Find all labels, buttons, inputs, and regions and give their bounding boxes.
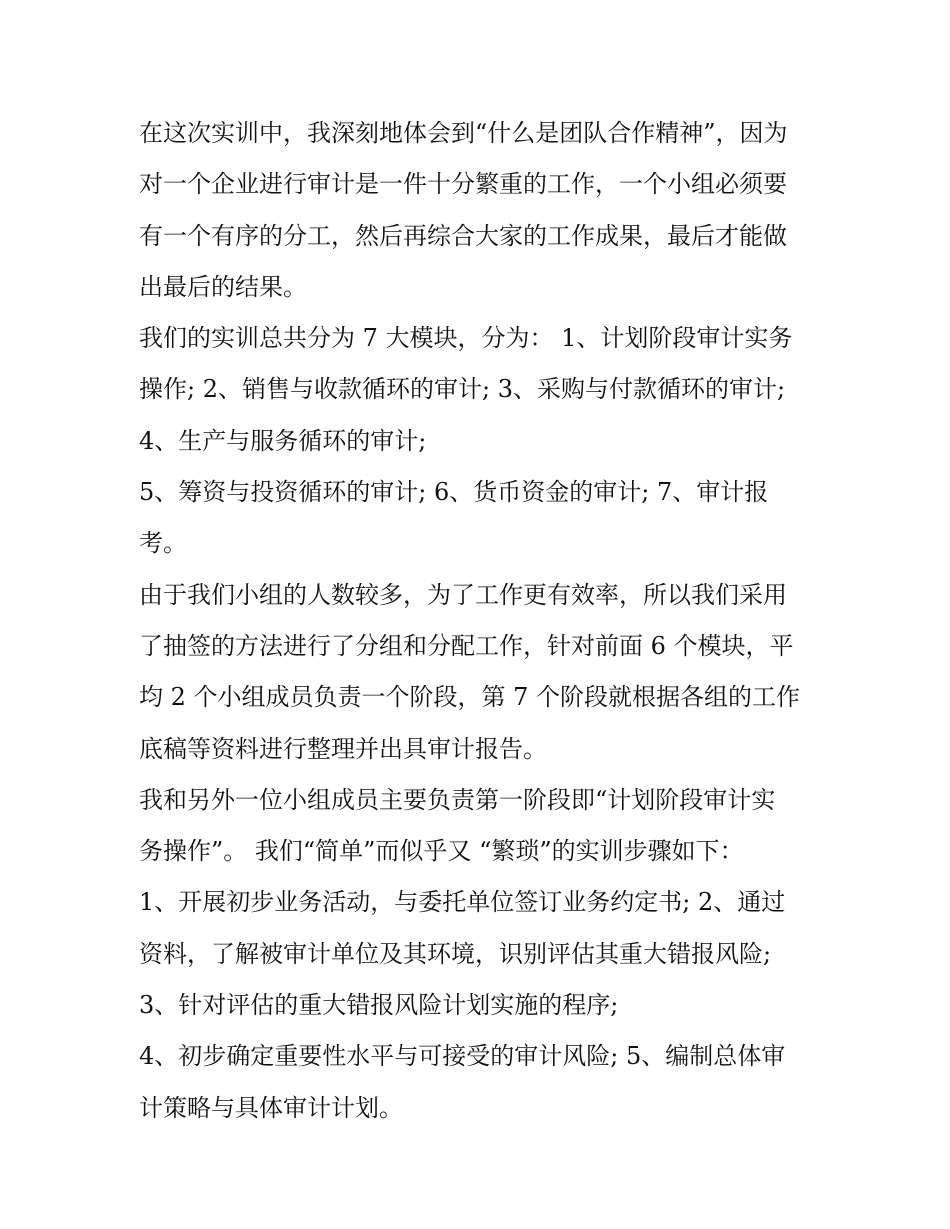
text-line-8: 5、筹资与投资循环的审计; 6、货币资金的审计; 7、审计报 [139, 478, 769, 507]
text-line-3: 有一个有序的分工，然后再综合大家的工作成果，最后才能做 [139, 221, 787, 250]
text-line-17: 资料，了解被审计单位及其环境，识别评估其重大错报风险; [139, 939, 772, 968]
text-line-18: 3、针对评估的重大错报风险计划实施的程序; [139, 991, 619, 1020]
text-line-19: 4、初步确定重要性水平与可接受的审计风险; 5、编制总体审 [139, 1042, 786, 1071]
text-line-13: 底稿等资料进行整理并出具审计报告。 [139, 734, 547, 763]
text-line-5: 我们的实训总共分为 7 大模块，分为： 1、计划阶段审计实务 [139, 324, 793, 353]
text-line-9: 考。 [139, 529, 187, 558]
text-line-10: 由于我们小组的人数较多，为了工作更有效率，所以我们采用 [139, 580, 787, 609]
text-line-20: 计策略与具体审计计划。 [139, 1093, 403, 1122]
text-line-2: 对一个企业进行审计是一件十分繁重的工作，一个小组必须要 [139, 170, 787, 199]
text-line-15: 务操作”。 我们“简单”而似乎又 “繁琐”的实训步骤如下： [139, 837, 744, 866]
text-line-14: 我和另外一位小组成员主要负责第一阶段即“计划阶段审计实 [139, 785, 776, 814]
document-body [139, 108, 819, 1134]
text-line-4: 出最后的结果。 [139, 272, 307, 301]
text-line-6: 操作; 2、销售与收款循环的审计; 3、采购与付款循环的审计; [139, 375, 786, 404]
text-line-11: 了抽签的方法进行了分组和分配工作，针对前面 6 个模块，平 [139, 631, 794, 660]
text-line-12: 均 2 个小组成员负责一个阶段，第 7 个阶段就根据各组的工作 [139, 683, 801, 712]
text-line-1: 在这次实训中，我深刻地体会到“什么是团队合作精神”，因为 [139, 119, 788, 147]
text-line-16: 1、开展初步业务活动，与委托单位签订业务约定书; 2、通过 [139, 888, 786, 917]
text-line-7: 4、生产与服务循环的审计; [139, 426, 427, 455]
